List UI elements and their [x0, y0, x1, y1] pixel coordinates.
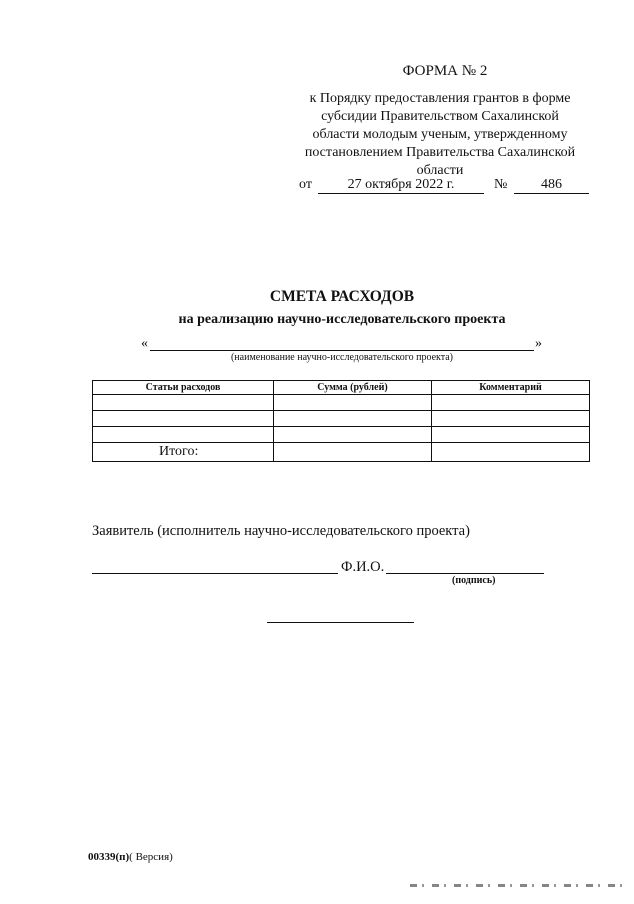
quote-open: « [141, 336, 148, 351]
table-cell [432, 427, 590, 443]
approval-line: постановлением Правительства Сахалинской [304, 145, 576, 160]
project-name-caption: (наименование научно-исследовательского проекта) [230, 352, 454, 363]
applicant-signature-line [92, 573, 338, 574]
table-cell [432, 411, 590, 427]
approval-line: к Порядку предоставления грантов в форме [309, 91, 571, 106]
approval-line: области [416, 163, 464, 178]
approval-reference [290, 90, 590, 180]
fio-label: Ф.И.О. [341, 559, 385, 575]
document-version: ( Версия) [129, 851, 173, 863]
approval-line: субсидии Правительством Сахалинской [321, 109, 559, 124]
project-name-line [150, 350, 534, 351]
table-cell [432, 395, 590, 411]
quote-close: » [535, 336, 542, 351]
table-row [93, 411, 590, 427]
total-amount-cell [274, 443, 432, 462]
column-header-comment: Комментарий [432, 381, 590, 395]
resolution-number: 486 [514, 177, 589, 194]
document-code-number: 00339(п) [88, 851, 130, 863]
document-subtitle: на реализацию научно-исследовательского проекта [178, 312, 506, 327]
total-label: Итого: [93, 443, 274, 462]
table-header-row [93, 381, 590, 395]
number-sign: № [494, 177, 508, 192]
resolution-date: 27 октября 2022 г. [318, 177, 484, 194]
table-cell [93, 411, 274, 427]
signature-caption: (подпись) [452, 575, 496, 586]
total-comment-cell [432, 443, 590, 462]
form-number-title: ФОРМА № 2 [402, 63, 488, 79]
fio-line [386, 573, 544, 574]
table-cell [274, 395, 432, 411]
document-code [88, 851, 173, 863]
applicant-label: Заявитель (исполнитель научно-исследовательского проекта) [92, 523, 470, 539]
scan-artifact [410, 884, 630, 887]
table-row [93, 427, 590, 443]
date-line [267, 622, 414, 623]
table-cell [274, 427, 432, 443]
table-cell [274, 411, 432, 427]
approval-line: области молодым ученым, утвержденному [312, 127, 568, 142]
table-cell [93, 427, 274, 443]
budget-table [92, 380, 590, 462]
table-total-row [93, 443, 590, 462]
document-title: СМЕТА РАСХОДОВ [269, 288, 415, 305]
table-cell [93, 395, 274, 411]
column-header-amount: Сумма (рублей) [274, 381, 432, 395]
date-prefix: от [299, 177, 312, 192]
table-row [93, 395, 590, 411]
column-header-expense-items: Статьи расходов [93, 381, 274, 395]
